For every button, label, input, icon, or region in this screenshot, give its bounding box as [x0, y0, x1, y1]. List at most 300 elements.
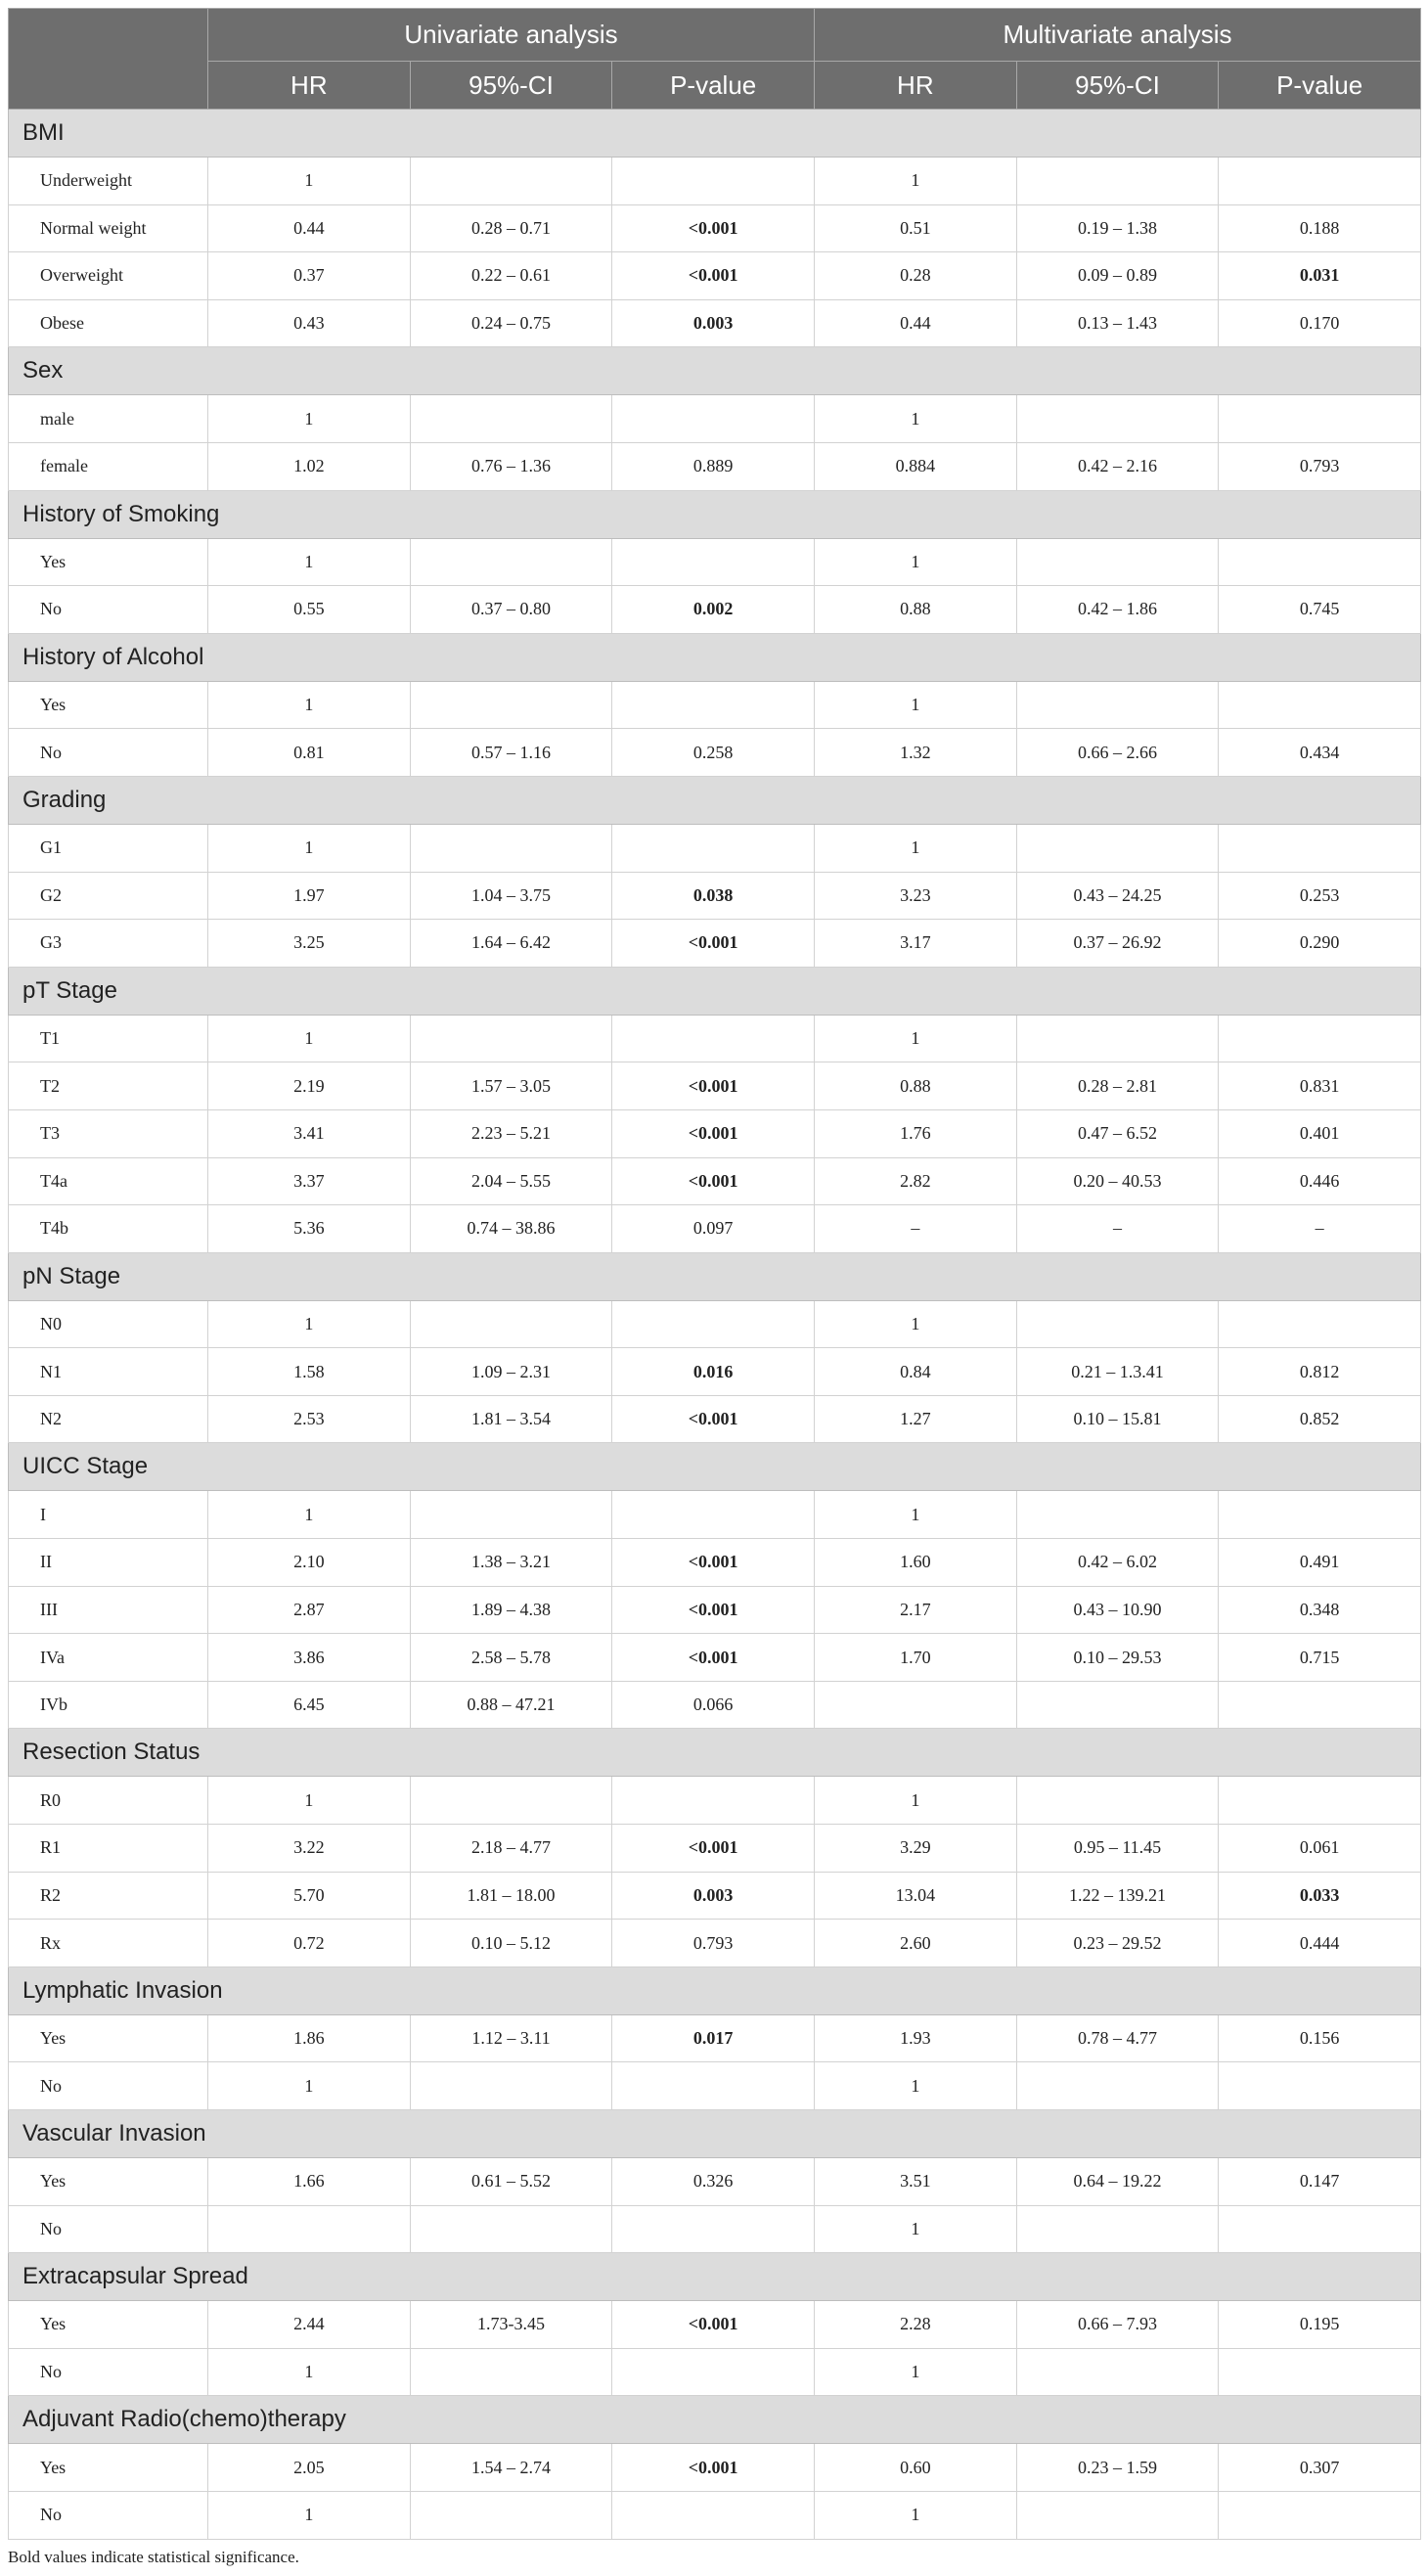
- table-row: [9, 920, 1421, 968]
- column-header-multi-ci: 95%-CI: [1016, 62, 1219, 110]
- multi-ci-cell: [1016, 1015, 1219, 1062]
- multi-p-cell: [1219, 2491, 1421, 2539]
- uni-ci-cell: [410, 1777, 612, 1825]
- row-label: R0: [9, 1777, 208, 1825]
- multi-p-cell: 0.348: [1219, 1586, 1421, 1634]
- uni-p-cell: [612, 395, 815, 443]
- header-blank-cell: [9, 9, 208, 110]
- multi-hr-cell: 0.84: [815, 1348, 1017, 1396]
- multi-hr-cell: 1.32: [815, 729, 1017, 777]
- multi-hr-cell: 1: [815, 158, 1017, 205]
- multi-hr-cell: [815, 1681, 1017, 1729]
- uni-hr-cell: 3.22: [208, 1825, 411, 1873]
- uni-hr-cell: 1: [208, 1491, 411, 1539]
- uni-hr-cell: 1: [208, 2062, 411, 2110]
- uni-ci-cell: 2.58 – 5.78: [410, 1634, 612, 1682]
- uni-p-cell: 0.326: [612, 2158, 815, 2206]
- section-title: UICC Stage: [9, 1443, 1421, 1491]
- uni-hr-cell: 1: [208, 2491, 411, 2539]
- uni-p-cell: <0.001: [612, 1586, 815, 1634]
- uni-p-cell: [612, 158, 815, 205]
- multi-p-cell: 0.491: [1219, 1539, 1421, 1587]
- multi-p-cell: [1219, 395, 1421, 443]
- uni-p-cell: <0.001: [612, 2301, 815, 2349]
- table-row: [9, 442, 1421, 490]
- uni-hr-cell: 1.66: [208, 2158, 411, 2206]
- multi-p-cell: 0.253: [1219, 872, 1421, 920]
- row-label: Obese: [9, 299, 208, 347]
- table-row: [9, 1395, 1421, 1443]
- uni-p-cell: <0.001: [612, 204, 815, 252]
- uni-ci-cell: 0.22 – 0.61: [410, 252, 612, 300]
- uni-ci-cell: [410, 1300, 612, 1348]
- multi-hr-cell: –: [815, 1205, 1017, 1253]
- multi-p-cell: 0.147: [1219, 2158, 1421, 2206]
- row-label: I: [9, 1491, 208, 1539]
- header-row-groups: [9, 9, 1421, 62]
- uni-ci-cell: 1.09 – 2.31: [410, 1348, 612, 1396]
- section-row: [9, 2110, 1421, 2158]
- table-row: [9, 1872, 1421, 1920]
- uni-ci-cell: 0.37 – 0.80: [410, 586, 612, 634]
- uni-p-cell: 0.003: [612, 1872, 815, 1920]
- table-row: [9, 2158, 1421, 2206]
- section-title: BMI: [9, 110, 1421, 158]
- uni-p-cell: <0.001: [612, 1395, 815, 1443]
- uni-hr-cell: 3.41: [208, 1109, 411, 1157]
- multi-p-cell: 0.061: [1219, 1825, 1421, 1873]
- uni-ci-cell: [410, 1491, 612, 1539]
- row-label: R2: [9, 1872, 208, 1920]
- multivariate-heading: Multivariate analysis: [815, 9, 1421, 62]
- uni-hr-cell: 2.44: [208, 2301, 411, 2349]
- multi-hr-cell: 3.29: [815, 1825, 1017, 1873]
- uni-hr-cell: 0.44: [208, 204, 411, 252]
- multi-hr-cell: 13.04: [815, 1872, 1017, 1920]
- multi-hr-cell: 1: [815, 824, 1017, 872]
- multi-p-cell: 0.812: [1219, 1348, 1421, 1396]
- uni-ci-cell: 0.74 – 38.86: [410, 1205, 612, 1253]
- multi-hr-cell: 2.28: [815, 2301, 1017, 2349]
- multi-p-cell: 0.290: [1219, 920, 1421, 968]
- uni-hr-cell: 3.37: [208, 1157, 411, 1205]
- multi-hr-cell: 0.51: [815, 204, 1017, 252]
- section-title: Sex: [9, 347, 1421, 395]
- uni-ci-cell: [410, 824, 612, 872]
- uni-p-cell: 0.038: [612, 872, 815, 920]
- multi-hr-cell: 1: [815, 2205, 1017, 2253]
- uni-hr-cell: 2.19: [208, 1062, 411, 1110]
- uni-hr-cell: 1: [208, 1015, 411, 1062]
- section-row: [9, 110, 1421, 158]
- multi-ci-cell: [1016, 2062, 1219, 2110]
- section-title: History of Alcohol: [9, 633, 1421, 681]
- uni-p-cell: [612, 2348, 815, 2396]
- multi-ci-cell: [1016, 1777, 1219, 1825]
- table-row: [9, 2444, 1421, 2492]
- uni-ci-cell: [410, 395, 612, 443]
- multi-hr-cell: 3.23: [815, 872, 1017, 920]
- section-title: Grading: [9, 776, 1421, 824]
- multi-p-cell: 0.434: [1219, 729, 1421, 777]
- table-row: [9, 1348, 1421, 1396]
- uni-p-cell: [612, 538, 815, 586]
- row-label: T2: [9, 1062, 208, 1110]
- multi-ci-cell: 0.10 – 29.53: [1016, 1634, 1219, 1682]
- section-title: History of Smoking: [9, 490, 1421, 538]
- multi-hr-cell: 1: [815, 1300, 1017, 1348]
- uni-hr-cell: 1: [208, 681, 411, 729]
- row-label: G1: [9, 824, 208, 872]
- multi-p-cell: [1219, 824, 1421, 872]
- multi-p-cell: 0.031: [1219, 252, 1421, 300]
- multi-ci-cell: 1.22 – 139.21: [1016, 1872, 1219, 1920]
- uni-ci-cell: 1.12 – 3.11: [410, 2014, 612, 2062]
- multi-hr-cell: 0.884: [815, 442, 1017, 490]
- row-label: IVa: [9, 1634, 208, 1682]
- uni-hr-cell: 5.70: [208, 1872, 411, 1920]
- multi-hr-cell: 1.70: [815, 1634, 1017, 1682]
- table-body: [9, 110, 1421, 2540]
- row-label: Yes: [9, 2301, 208, 2349]
- uni-p-cell: <0.001: [612, 1109, 815, 1157]
- row-label: No: [9, 2491, 208, 2539]
- uni-hr-cell: 3.25: [208, 920, 411, 968]
- multi-hr-cell: 1: [815, 538, 1017, 586]
- table-row: [9, 1634, 1421, 1682]
- table-row: [9, 1681, 1421, 1729]
- column-header-uni-p: P-value: [612, 62, 815, 110]
- multi-ci-cell: 0.64 – 19.22: [1016, 2158, 1219, 2206]
- table-row: [9, 299, 1421, 347]
- section-row: [9, 1729, 1421, 1777]
- uni-hr-cell: 1: [208, 395, 411, 443]
- column-header-uni-hr: HR: [208, 62, 411, 110]
- multi-ci-cell: 0.47 – 6.52: [1016, 1109, 1219, 1157]
- table-row: [9, 2205, 1421, 2253]
- multi-ci-cell: 0.42 – 1.86: [1016, 586, 1219, 634]
- uni-ci-cell: 2.18 – 4.77: [410, 1825, 612, 1873]
- multi-hr-cell: 1.27: [815, 1395, 1017, 1443]
- uni-ci-cell: [410, 2491, 612, 2539]
- multi-p-cell: [1219, 1491, 1421, 1539]
- section-row: [9, 2253, 1421, 2301]
- table-row: [9, 2014, 1421, 2062]
- uni-p-cell: 0.003: [612, 299, 815, 347]
- row-label: Normal weight: [9, 204, 208, 252]
- multi-p-cell: 0.446: [1219, 1157, 1421, 1205]
- multi-ci-cell: [1016, 681, 1219, 729]
- table-row: [9, 158, 1421, 205]
- multi-ci-cell: –: [1016, 1205, 1219, 1253]
- multi-p-cell: 0.831: [1219, 1062, 1421, 1110]
- multi-hr-cell: 1.76: [815, 1109, 1017, 1157]
- multi-ci-cell: [1016, 158, 1219, 205]
- section-title: Resection Status: [9, 1729, 1421, 1777]
- multi-p-cell: [1219, 538, 1421, 586]
- uni-ci-cell: 2.23 – 5.21: [410, 1109, 612, 1157]
- multi-ci-cell: [1016, 2491, 1219, 2539]
- table-row: [9, 729, 1421, 777]
- row-label: T4b: [9, 1205, 208, 1253]
- table-row: [9, 2062, 1421, 2110]
- table-row: [9, 2491, 1421, 2539]
- multi-p-cell: 0.715: [1219, 1634, 1421, 1682]
- table-row: [9, 1109, 1421, 1157]
- regression-table: [8, 8, 1421, 2540]
- multi-ci-cell: 0.66 – 2.66: [1016, 729, 1219, 777]
- uni-ci-cell: 1.81 – 3.54: [410, 1395, 612, 1443]
- multi-hr-cell: 1: [815, 2062, 1017, 2110]
- uni-p-cell: <0.001: [612, 1157, 815, 1205]
- section-row: [9, 1966, 1421, 2014]
- multi-hr-cell: 1.93: [815, 2014, 1017, 2062]
- table-container: [8, 8, 1420, 2567]
- uni-ci-cell: 0.88 – 47.21: [410, 1681, 612, 1729]
- table-row: [9, 2348, 1421, 2396]
- row-label: N0: [9, 1300, 208, 1348]
- uni-ci-cell: 1.89 – 4.38: [410, 1586, 612, 1634]
- table-row: [9, 1539, 1421, 1587]
- table-row: [9, 824, 1421, 872]
- multi-hr-cell: 1: [815, 1491, 1017, 1539]
- table-row: [9, 586, 1421, 634]
- multi-hr-cell: 1: [815, 395, 1017, 443]
- row-label: Yes: [9, 538, 208, 586]
- multi-ci-cell: 0.78 – 4.77: [1016, 2014, 1219, 2062]
- multi-ci-cell: 0.42 – 6.02: [1016, 1539, 1219, 1587]
- row-label: Yes: [9, 681, 208, 729]
- multi-p-cell: [1219, 1300, 1421, 1348]
- uni-hr-cell: 0.81: [208, 729, 411, 777]
- uni-ci-cell: [410, 681, 612, 729]
- table-row: [9, 1062, 1421, 1110]
- multi-p-cell: 0.195: [1219, 2301, 1421, 2349]
- row-label: Yes: [9, 2158, 208, 2206]
- uni-hr-cell: 1: [208, 158, 411, 205]
- column-header-multi-hr: HR: [815, 62, 1017, 110]
- table-row: [9, 681, 1421, 729]
- uni-hr-cell: 2.53: [208, 1395, 411, 1443]
- multi-ci-cell: 0.23 – 1.59: [1016, 2444, 1219, 2492]
- uni-hr-cell: 2.87: [208, 1586, 411, 1634]
- table-row: [9, 1157, 1421, 1205]
- section-row: [9, 1443, 1421, 1491]
- multi-ci-cell: 0.13 – 1.43: [1016, 299, 1219, 347]
- multi-ci-cell: [1016, 1491, 1219, 1539]
- multi-p-cell: 0.401: [1219, 1109, 1421, 1157]
- section-row: [9, 490, 1421, 538]
- row-label: No: [9, 2062, 208, 2110]
- uni-p-cell: 0.889: [612, 442, 815, 490]
- multi-p-cell: [1219, 158, 1421, 205]
- multi-p-cell: 0.033: [1219, 1872, 1421, 1920]
- uni-p-cell: [612, 2205, 815, 2253]
- uni-p-cell: [612, 681, 815, 729]
- multi-p-cell: [1219, 1681, 1421, 1729]
- uni-p-cell: <0.001: [612, 1062, 815, 1110]
- row-label: Yes: [9, 2014, 208, 2062]
- uni-hr-cell: 1.86: [208, 2014, 411, 2062]
- multi-ci-cell: 0.23 – 29.52: [1016, 1920, 1219, 1967]
- uni-p-cell: 0.258: [612, 729, 815, 777]
- section-title: Adjuvant Radio(chemo)therapy: [9, 2396, 1421, 2444]
- uni-hr-cell: 0.72: [208, 1920, 411, 1967]
- multi-ci-cell: [1016, 395, 1219, 443]
- uni-ci-cell: 1.64 – 6.42: [410, 920, 612, 968]
- multi-ci-cell: 0.43 – 24.25: [1016, 872, 1219, 920]
- column-header-uni-ci: 95%-CI: [410, 62, 612, 110]
- multi-p-cell: [1219, 2348, 1421, 2396]
- section-title: Vascular Invasion: [9, 2110, 1421, 2158]
- table-row: [9, 1015, 1421, 1062]
- multi-ci-cell: 0.66 – 7.93: [1016, 2301, 1219, 2349]
- row-label: Rx: [9, 1920, 208, 1967]
- row-label: No: [9, 586, 208, 634]
- uni-ci-cell: 1.73-3.45: [410, 2301, 612, 2349]
- multi-hr-cell: 0.28: [815, 252, 1017, 300]
- multi-ci-cell: [1016, 1681, 1219, 1729]
- row-label: No: [9, 2348, 208, 2396]
- table-row: [9, 1777, 1421, 1825]
- uni-ci-cell: 0.28 – 0.71: [410, 204, 612, 252]
- uni-ci-cell: [410, 1015, 612, 1062]
- row-label: T1: [9, 1015, 208, 1062]
- section-title: pT Stage: [9, 967, 1421, 1015]
- uni-p-cell: <0.001: [612, 1825, 815, 1873]
- uni-p-cell: [612, 2491, 815, 2539]
- multi-p-cell: 0.852: [1219, 1395, 1421, 1443]
- multi-p-cell: 0.745: [1219, 586, 1421, 634]
- multi-hr-cell: 1: [815, 2491, 1017, 2539]
- uni-ci-cell: 1.81 – 18.00: [410, 1872, 612, 1920]
- univariate-heading: Univariate analysis: [208, 9, 815, 62]
- uni-hr-cell: 1: [208, 538, 411, 586]
- section-row: [9, 776, 1421, 824]
- multi-ci-cell: [1016, 538, 1219, 586]
- multi-ci-cell: 0.21 – 1.3.41: [1016, 1348, 1219, 1396]
- uni-p-cell: 0.002: [612, 586, 815, 634]
- uni-ci-cell: 0.24 – 0.75: [410, 299, 612, 347]
- multi-p-cell: [1219, 2062, 1421, 2110]
- multi-hr-cell: 0.88: [815, 1062, 1017, 1110]
- row-label: Underweight: [9, 158, 208, 205]
- multi-hr-cell: 0.60: [815, 2444, 1017, 2492]
- uni-p-cell: [612, 1015, 815, 1062]
- multi-ci-cell: [1016, 2348, 1219, 2396]
- uni-p-cell: 0.016: [612, 1348, 815, 1396]
- uni-hr-cell: 3.86: [208, 1634, 411, 1682]
- table-row: [9, 395, 1421, 443]
- uni-hr-cell: 1.02: [208, 442, 411, 490]
- uni-p-cell: <0.001: [612, 1539, 815, 1587]
- multi-hr-cell: 3.17: [815, 920, 1017, 968]
- table-header: [9, 9, 1421, 110]
- row-label: male: [9, 395, 208, 443]
- row-label: Overweight: [9, 252, 208, 300]
- uni-p-cell: [612, 1777, 815, 1825]
- multi-p-cell: –: [1219, 1205, 1421, 1253]
- table-row: [9, 1491, 1421, 1539]
- table-row: [9, 538, 1421, 586]
- uni-hr-cell: 2.10: [208, 1539, 411, 1587]
- multi-ci-cell: 0.19 – 1.38: [1016, 204, 1219, 252]
- multi-p-cell: [1219, 681, 1421, 729]
- table-row: [9, 1300, 1421, 1348]
- uni-hr-cell: [208, 2205, 411, 2253]
- uni-hr-cell: 1.97: [208, 872, 411, 920]
- multi-hr-cell: 2.82: [815, 1157, 1017, 1205]
- section-row: [9, 633, 1421, 681]
- uni-hr-cell: 6.45: [208, 1681, 411, 1729]
- row-label: III: [9, 1586, 208, 1634]
- multi-ci-cell: 0.95 – 11.45: [1016, 1825, 1219, 1873]
- uni-ci-cell: 1.38 – 3.21: [410, 1539, 612, 1587]
- uni-p-cell: <0.001: [612, 252, 815, 300]
- multi-p-cell: [1219, 2205, 1421, 2253]
- uni-hr-cell: 1: [208, 824, 411, 872]
- row-label: IVb: [9, 1681, 208, 1729]
- multi-hr-cell: 0.88: [815, 586, 1017, 634]
- multi-hr-cell: 2.17: [815, 1586, 1017, 1634]
- multi-p-cell: 0.444: [1219, 1920, 1421, 1967]
- row-label: No: [9, 729, 208, 777]
- table-row: [9, 204, 1421, 252]
- uni-p-cell: 0.066: [612, 1681, 815, 1729]
- section-row: [9, 347, 1421, 395]
- multi-ci-cell: 0.37 – 26.92: [1016, 920, 1219, 968]
- uni-p-cell: 0.793: [612, 1920, 815, 1967]
- uni-hr-cell: 0.43: [208, 299, 411, 347]
- uni-hr-cell: 1: [208, 1300, 411, 1348]
- multi-hr-cell: 2.60: [815, 1920, 1017, 1967]
- multi-ci-cell: [1016, 2205, 1219, 2253]
- multi-ci-cell: 0.42 – 2.16: [1016, 442, 1219, 490]
- multi-ci-cell: 0.20 – 40.53: [1016, 1157, 1219, 1205]
- multi-ci-cell: 0.28 – 2.81: [1016, 1062, 1219, 1110]
- uni-hr-cell: 0.37: [208, 252, 411, 300]
- column-header-multi-p: P-value: [1219, 62, 1421, 110]
- uni-ci-cell: [410, 158, 612, 205]
- table-row: [9, 1586, 1421, 1634]
- row-label: N1: [9, 1348, 208, 1396]
- table-row: [9, 1825, 1421, 1873]
- uni-ci-cell: [410, 2205, 612, 2253]
- uni-p-cell: <0.001: [612, 920, 815, 968]
- uni-hr-cell: 1.58: [208, 1348, 411, 1396]
- row-label: G2: [9, 872, 208, 920]
- multi-hr-cell: 1: [815, 1777, 1017, 1825]
- multi-hr-cell: 1: [815, 2348, 1017, 2396]
- uni-ci-cell: 1.54 – 2.74: [410, 2444, 612, 2492]
- row-label: T3: [9, 1109, 208, 1157]
- table-row: [9, 1205, 1421, 1253]
- table-row: [9, 1920, 1421, 1967]
- uni-ci-cell: 0.61 – 5.52: [410, 2158, 612, 2206]
- uni-hr-cell: 2.05: [208, 2444, 411, 2492]
- uni-hr-cell: 1: [208, 2348, 411, 2396]
- section-title: Lymphatic Invasion: [9, 1966, 1421, 2014]
- uni-ci-cell: [410, 538, 612, 586]
- multi-ci-cell: [1016, 824, 1219, 872]
- section-row: [9, 967, 1421, 1015]
- section-row: [9, 1252, 1421, 1300]
- multi-p-cell: [1219, 1777, 1421, 1825]
- uni-ci-cell: 2.04 – 5.55: [410, 1157, 612, 1205]
- section-title: Extracapsular Spread: [9, 2253, 1421, 2301]
- uni-hr-cell: 1: [208, 1777, 411, 1825]
- row-label: II: [9, 1539, 208, 1587]
